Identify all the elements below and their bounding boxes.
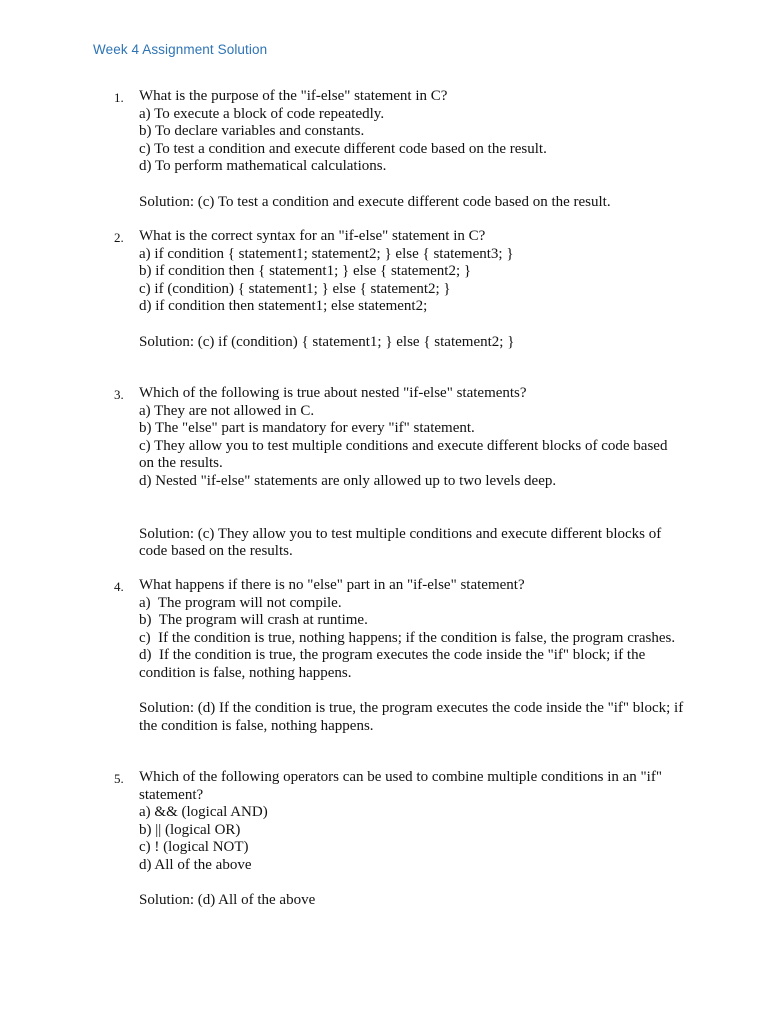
- option-c: c) if (condition) { statement1; } else { statement2; }: [139, 280, 451, 297]
- option-d: d) All of the above: [139, 856, 252, 873]
- option-b: b) The "else" part is mandatory for every "if" statement.: [139, 420, 475, 437]
- question-text: What is the correct syntax for an "if-else" statement in C?: [139, 228, 486, 244]
- question-number: 5.: [114, 771, 124, 786]
- page-header-title: Week 4 Assignment Solution: [93, 42, 268, 57]
- solution-text: Solution: (c) To test a condition and execute different code based on the result.: [139, 193, 611, 210]
- solution-text: Solution: (c) if (condition) { statement1; } else { statement2; }: [139, 333, 515, 350]
- solution-text: Solution: (d) If the condition is true, the program executes the code inside the "if" block; if the condition is false, nothing happens.: [139, 700, 687, 734]
- option-c: c) If the condition is true, nothing happens; if the condition is false, the program crashes.: [139, 629, 676, 646]
- option-d: d) Nested "if-else" statements are only allowed up to two levels deep.: [139, 472, 557, 489]
- option-a: a) They are not allowed in C.: [139, 402, 315, 419]
- option-a: a) if condition { statement1; statement2; } else { statement3; }: [139, 245, 514, 262]
- question-text: Which of the following is true about nested "if-else" statements?: [139, 385, 527, 401]
- option-b: b) || (logical OR): [139, 821, 241, 838]
- option-a: a) && (logical AND): [139, 804, 268, 821]
- option-d: d) if condition then statement1; else statement2;: [139, 298, 428, 315]
- option-b: b) To declare variables and constants.: [139, 123, 365, 140]
- option-a: a) The program will not compile.: [139, 594, 342, 611]
- question-number: 2.: [114, 230, 124, 245]
- solution-text: Solution: (d) All of the above: [139, 892, 316, 909]
- option-a: a) To execute a block of code repeatedly.: [139, 105, 385, 122]
- question-text: What is the purpose of the "if-else" statement in C?: [139, 88, 448, 104]
- option-d: d) To perform mathematical calculations.: [139, 158, 387, 175]
- option-b: b) The program will crash at runtime.: [139, 612, 368, 629]
- option-c: c) ! (logical NOT): [139, 839, 249, 856]
- option-d: d) If the condition is true, the program executes the code inside the "if" block; if the condition is false, nothing happens.: [139, 647, 650, 681]
- option-c: c) To test a condition and execute different code based on the result.: [139, 140, 547, 157]
- question-text: What happens if there is no "else" part in an "if-else" statement?: [139, 577, 525, 593]
- option-c: c) They allow you to test multiple conditions and execute different blocks of code based on the results.: [139, 437, 672, 472]
- option-b: b) if condition then { statement1; } else { statement2; }: [139, 263, 472, 280]
- question-text: Which of the following operators can be used to combine multiple conditions in an "if" statement?: [139, 769, 666, 803]
- solution-text: Solution: (c) They allow you to test multiple conditions and execute different blocks of code based on the results.: [139, 525, 666, 560]
- question-number: 1.: [114, 90, 124, 105]
- question-number: 3.: [114, 387, 124, 402]
- question-number: 4.: [114, 579, 124, 594]
